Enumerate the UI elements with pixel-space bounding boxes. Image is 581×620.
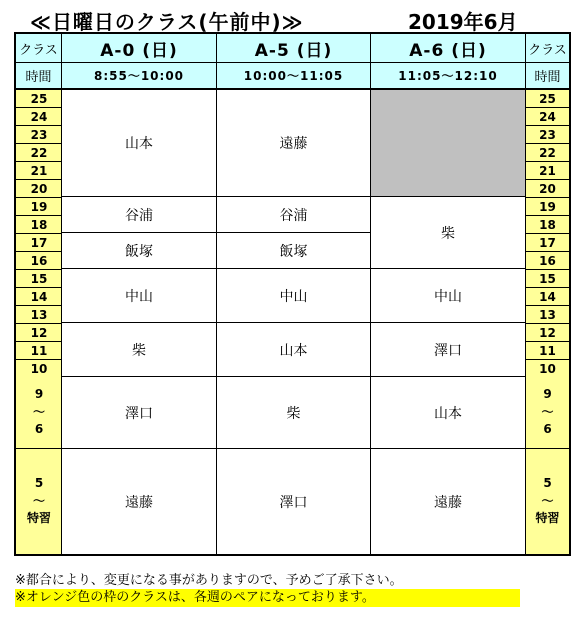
level-label: 14 [526,288,569,306]
level-group-top: 5 [34,476,44,491]
right-time-label: 時間 [526,63,569,90]
level-label: 15 [16,270,62,288]
cell-a0-18-19: 谷浦 [62,197,217,233]
level-label: 19 [526,198,569,216]
col-a6-class: A-6 (日) [371,34,526,63]
level-group-mid: 〜 [541,493,554,508]
level-label: 14 [16,288,62,306]
level-group-label [526,449,569,554]
level-label: 22 [526,144,569,162]
cell-a5-13-15: 中山 [217,269,371,323]
level-group-bottom: 6 [34,422,44,437]
col-a0-time: 8:55〜10:00 [62,63,217,90]
cell-a0-16-17: 飯塚 [62,233,217,269]
right-divider [525,34,526,554]
level-label: 24 [16,108,62,126]
cell-a0-20-25: 山本 [62,90,217,197]
level-group-mid: 〜 [541,404,554,419]
level-group-mid: 〜 [32,493,45,508]
year-month: 2019年6月 [408,10,518,34]
col-a0-class: A-0 (日) [62,34,217,63]
level-label: 15 [526,270,569,288]
cell-a6-20-25-empty [371,90,526,197]
level-label: 16 [526,252,569,270]
right-class-label: クラス [526,34,569,63]
level-label: 18 [16,216,62,234]
level-label: 16 [16,252,62,270]
left-divider [61,34,62,554]
level-label: 22 [16,144,62,162]
level-group-bottom: 6 [543,422,552,437]
level-label: 12 [16,324,62,342]
level-group-top: 5 [543,476,552,491]
level-label: 10 [16,360,62,378]
cell-a6-13-15: 中山 [371,269,526,323]
cell-a0-13-15: 中山 [62,269,217,323]
note-schedule-change: ※都合により、変更になる事がありますので、予めご了承下さい。 [15,573,403,588]
level-label: 11 [16,342,62,360]
level-label: 17 [16,234,62,252]
left-class-label: クラス [16,34,62,63]
cell-a0-special: 遠藤 [62,449,217,554]
level-label: 10 [526,360,569,378]
col-a6-time: 11:05〜12:10 [371,63,526,90]
level-label: 20 [16,180,62,198]
cell-a5-16-17: 飯塚 [217,233,371,269]
level-label: 25 [16,90,62,108]
level-label: 12 [526,324,569,342]
cell-a0-10-12: 柴 [62,323,217,377]
cell-a5-10-12: 山本 [217,323,371,377]
level-group-top: 9 [543,387,552,402]
level-group-label [526,377,569,449]
cell-a5-18-19: 谷浦 [217,197,371,233]
level-group-top: 9 [34,387,44,402]
level-label: 17 [526,234,569,252]
level-label: 21 [526,162,569,180]
col-a5-time: 10:00〜11:05 [217,63,371,90]
cell-a6-16-19: 柴 [371,197,526,269]
level-label: 11 [526,342,569,360]
level-label: 19 [16,198,62,216]
level-label: 25 [526,90,569,108]
col-a5-class: A-5 (日) [217,34,371,63]
cell-a5-20-25: 遠藤 [217,90,371,197]
level-label: 13 [16,306,62,324]
level-label: 18 [526,216,569,234]
level-label: 21 [16,162,62,180]
cell-a0-6-9: 澤口 [62,377,217,449]
level-group-mid: 〜 [32,404,45,419]
level-group-bottom: 特習 [535,511,560,526]
level-label: 13 [526,306,569,324]
level-group-bottom: 特習 [26,511,51,526]
level-label: 20 [526,180,569,198]
left-time-label: 時間 [16,63,62,90]
cell-a6-6-9: 山本 [371,377,526,449]
cell-a5-special: 澤口 [217,449,371,554]
page-title: ≪日曜日のクラス(午前中)≫ [30,10,304,34]
note-orange-pairs: ※オレンジ色の枠のクラスは、各週のペアになっております。 [15,589,520,607]
level-label: 23 [526,126,569,144]
level-label: 23 [16,126,62,144]
cell-a6-10-12: 澤口 [371,323,526,377]
level-label: 24 [526,108,569,126]
cell-a6-special: 遠藤 [371,449,526,554]
level-group-label [16,449,62,554]
schedule-table [14,32,571,556]
cell-a5-6-9: 柴 [217,377,371,449]
level-group-label [16,377,62,449]
